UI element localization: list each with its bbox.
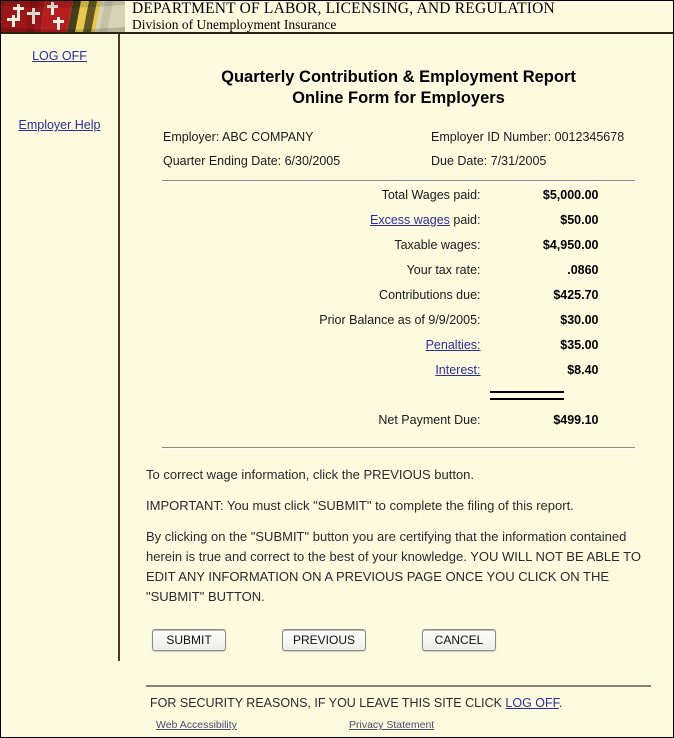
table-row — [199, 182, 599, 207]
table-row — [199, 282, 599, 307]
page-title — [134, 34, 663, 109]
employer-info-block — [134, 130, 663, 178]
label-prior-balance: Prior Balance as of 9/9/2005: — [319, 312, 481, 327]
label-excess-wages — [199, 207, 481, 232]
sidebar — [1, 34, 120, 661]
label-tax-rate: Your tax rate: — [406, 262, 481, 277]
web-accessibility-link[interactable]: Web Accessibility — [156, 719, 237, 731]
value-contributions-due: $425.70 — [553, 287, 599, 302]
value-total-wages: $5,000.00 — [542, 187, 599, 202]
previous-button[interactable]: PREVIOUS — [282, 629, 366, 651]
interest-link[interactable]: Interest: — [435, 362, 481, 377]
notices-block — [146, 465, 663, 607]
spacer-cell — [199, 382, 481, 407]
cancel-button[interactable]: CANCEL — [422, 629, 496, 651]
label-taxable-wages: Taxable wages: — [394, 237, 481, 252]
table-row — [199, 332, 599, 357]
sidebar-employer-help-link[interactable]: Employer Help — [18, 118, 101, 132]
footer-divider — [146, 685, 651, 687]
amounts-table — [199, 182, 599, 432]
value-interest: $8.40 — [567, 362, 599, 377]
due-date: Due Date: 7/31/2005 — [431, 154, 547, 168]
page-title-line2: Online Form for Employers — [292, 89, 505, 107]
sidebar-log-off-link[interactable]: LOG OFF — [32, 49, 87, 63]
masthead — [1, 1, 673, 34]
value-penalties: $35.00 — [560, 337, 599, 352]
page-title-line1: Quarterly Contribution & Employment Report — [221, 68, 576, 86]
excess-wages-link[interactable]: Excess wages — [370, 212, 450, 227]
employer-name: Employer: ABC COMPANY — [163, 130, 314, 144]
value-taxable-wages: $4,950.00 — [542, 237, 599, 252]
division-name: Division of Unemployment Insurance — [132, 17, 337, 32]
notice-correct-wage: To correct wage information, click the PREVIOUS button. — [146, 467, 475, 482]
label-net-payment-due: Net Payment Due: — [378, 412, 481, 427]
notice-important-submit: IMPORTANT: You must click "SUBMIT" to complete the filing of this report. — [146, 498, 574, 513]
penalties-link[interactable]: Penalties: — [425, 337, 481, 352]
employer-info-row-1 — [134, 130, 663, 154]
label-total-wages: Total Wages paid: — [381, 187, 481, 202]
main-content — [122, 34, 673, 737]
notice-certification: By clicking on the "SUBMIT" button you are certifying that the information contained herein is true and correct to the best of your knowledge. YOU WILL NOT BE ABLE TO EDIT ANY INFORMATION ON A PREVIOUS PAGE ONCE YOU CLICK ON THE "SUBMIT" BUTTON. — [146, 529, 641, 604]
maryland-flag-icon — [1, 1, 125, 32]
footer — [122, 685, 673, 733]
label-interest — [199, 357, 481, 382]
table-row — [199, 207, 599, 232]
label-contributions-due: Contributions due: — [379, 287, 481, 302]
agency-heading — [132, 0, 555, 32]
net-payment-row — [199, 407, 599, 432]
value-prior-balance: $30.00 — [560, 312, 599, 327]
net-total-double-rule — [481, 382, 599, 407]
footer-log-off-link[interactable]: LOG OFF — [505, 696, 559, 710]
table-spacer-row — [199, 382, 599, 407]
form-buttons — [134, 629, 663, 653]
label-excess-wages-rest: paid: — [449, 212, 481, 227]
table-row — [199, 307, 599, 332]
divider-bottom — [162, 447, 635, 449]
body-columns — [1, 34, 673, 737]
value-excess-wages: $50.00 — [560, 212, 599, 227]
table-row — [199, 232, 599, 257]
value-tax-rate: .0860 — [567, 262, 599, 277]
table-row — [199, 257, 599, 282]
double-rule-bar — [490, 391, 564, 400]
department-name: DEPARTMENT OF LABOR, LICENSING, AND REGULATION — [132, 0, 555, 17]
label-penalties — [199, 332, 481, 357]
privacy-statement-link[interactable]: Privacy Statement — [349, 719, 435, 731]
sidebar-item-employer-help[interactable] — [1, 116, 118, 134]
sidebar-item-log-off[interactable] — [1, 47, 118, 65]
employer-id-number: Employer ID Number: 0012345678 — [431, 130, 625, 144]
footer-links — [134, 719, 663, 733]
quarter-ending-date: Quarter Ending Date: 6/30/2005 — [163, 154, 341, 168]
table-row — [199, 357, 599, 382]
employer-info-row-2 — [134, 154, 663, 178]
security-notice — [150, 696, 663, 710]
submit-button[interactable]: SUBMIT — [152, 629, 226, 651]
security-notice-prefix: FOR SECURITY REASONS, IF YOU LEAVE THIS SITE CLICK — [150, 696, 506, 710]
value-net-payment-due: $499.10 — [553, 412, 599, 427]
security-notice-suffix: . — [558, 696, 563, 710]
